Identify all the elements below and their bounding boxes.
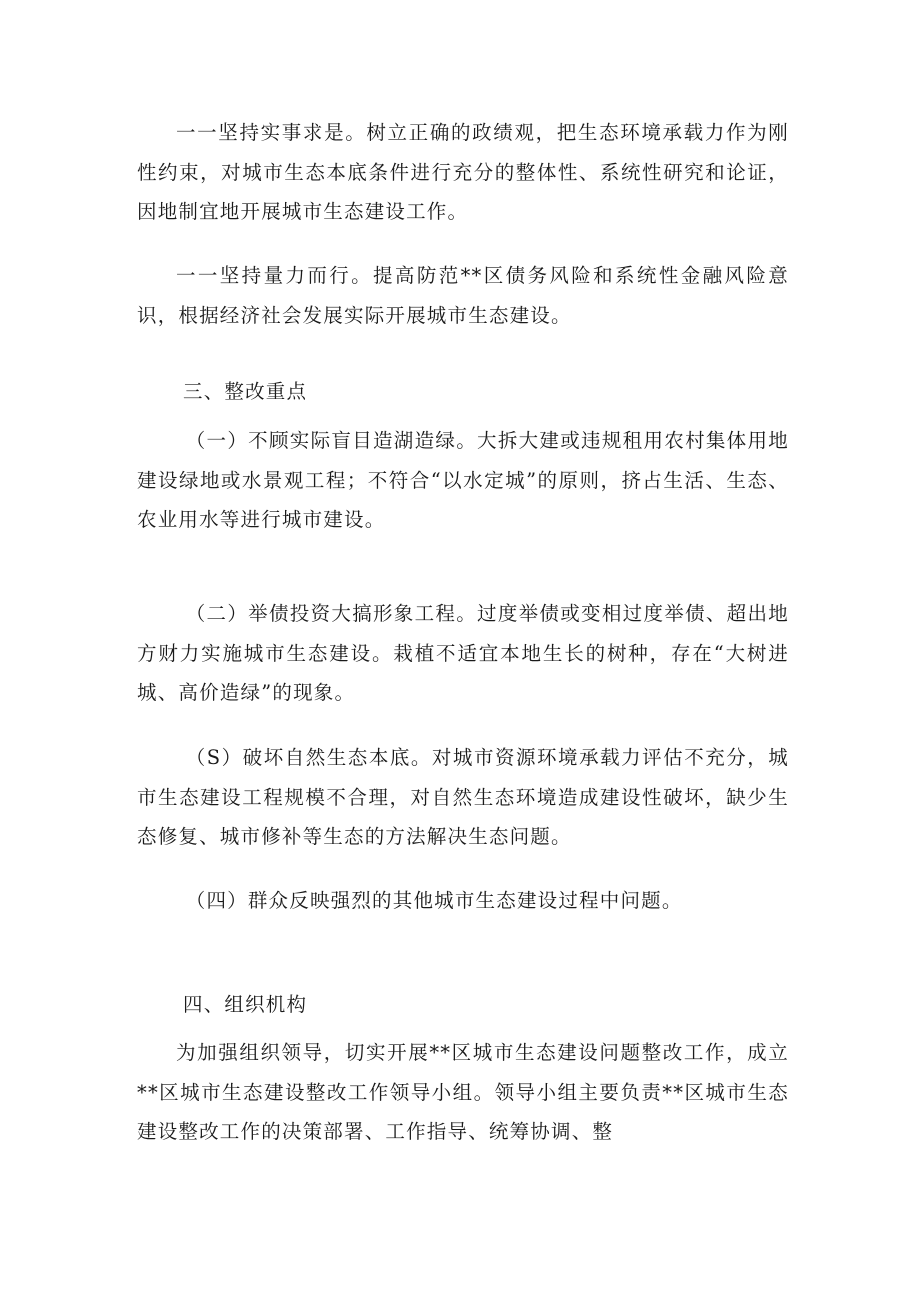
section-heading-organization: 四、组织机构 — [183, 993, 308, 1016]
paragraph-seek-truth: 一一坚持实事求是。树立正确的政绩观，把生态环境承载力作为刚性约束，对城市生态本底条件进行充分的整体性、系统性研究和论证，因地制宜地开展城市生态建设工作。 — [137, 121, 789, 223]
paragraph-item-4: （四）群众反映强烈的其他城市生态建设过程中问题。 — [185, 889, 683, 912]
paragraph-item-2: （二）举债投资大搞形象工程。过度举债或变相过度举债、超出地方财力实施城市生态建设。栽植不适宜本地生长的树种，存在“大树进城、高价造绿”的现象。 — [137, 602, 789, 704]
paragraph-item-1: （一）不顾实际盲目造湖造绿。大拆大建或违规租用农村集体用地建设绿地或水景观工程；不符合“以水定城”的原则，挤占生活、生态、农业用水等进行城市建设。 — [137, 429, 789, 531]
paragraph-act-within-means: 一一坚持量力而行。提高防范**区债务风险和系统性金融风险意识，根据经济社会发展实际开展城市生态建设。 — [137, 264, 789, 327]
paragraph-organization: 为加强组织领导，切实开展**区城市生态建设问题整改工作，成立**区城市生态建设整改工作领导小组。领导小组主要负责**区城市生态建设整改工作的决策部署、工作指导、统筹协调、整 — [137, 1041, 789, 1143]
section-heading-rectification-focus: 三、整改重点 — [183, 380, 308, 403]
paragraph-item-3: （S）破坏自然生态本底。对城市资源环境承载力评估不充分，城市生态建设工程规模不合理，对自然生态环境造成建设性破坏，缺少生态修复、城市修补等生态的方法解决生态问题。 — [137, 746, 789, 848]
